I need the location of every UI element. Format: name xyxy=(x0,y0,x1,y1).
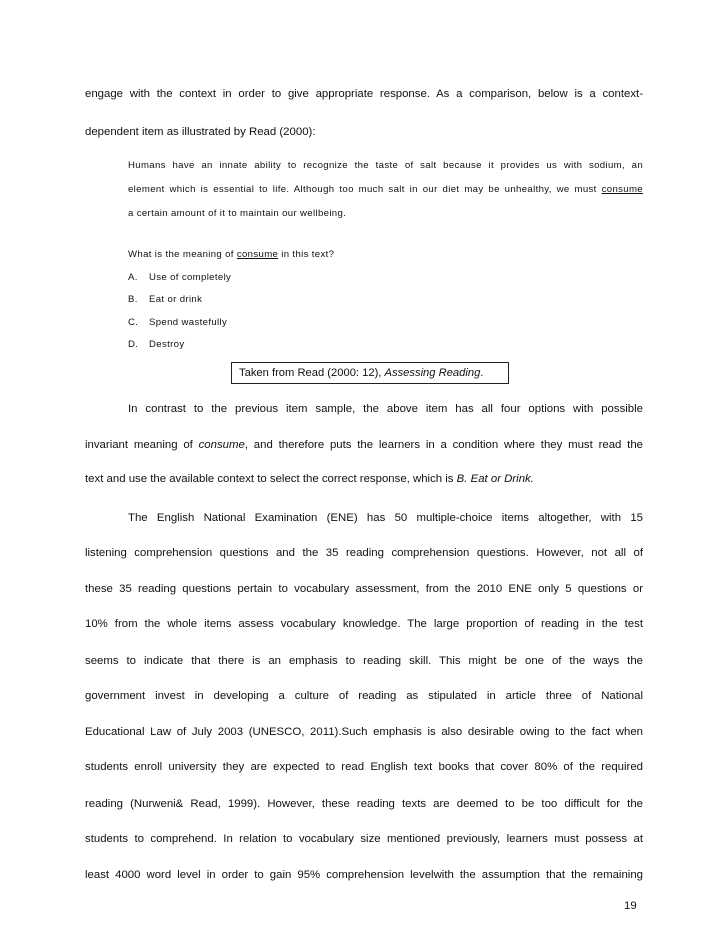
source-prefix: Taken from Read (2000: 12), xyxy=(239,367,385,379)
option-text: Spend wastefully xyxy=(149,317,228,328)
body-line: government invest in developing a culture of reading as stipulated in article three of National xyxy=(85,690,643,702)
body-line: Educational Law of July 2003 (UNESCO, 2011).Such emphasis is also desirable owing to the fact when xyxy=(85,726,643,738)
question-prefix: What is the meaning of xyxy=(128,249,237,260)
body-line: these 35 reading questions pertain to vocabulary assessment, from the 2010 ENE only 5 questions or xyxy=(85,583,643,595)
line-suffix: , and therefore puts the learners in a condition where they must read the xyxy=(244,439,643,451)
italic-word: consume xyxy=(198,439,245,451)
option-text: Destroy xyxy=(149,339,185,350)
option-letter: A. xyxy=(128,272,138,283)
body-line: least 4000 word level in order to gain 95% comprehension levelwith the assumption that the remaining xyxy=(85,869,643,881)
source-title: Assessing Reading xyxy=(384,367,481,379)
option-b xyxy=(128,293,202,306)
body-line: students to comprehend. In relation to vocabulary size mentioned previously, learners must possess at xyxy=(85,833,643,845)
answer-text: B. Eat or Drink. xyxy=(456,473,534,485)
body-line xyxy=(85,438,643,452)
source-suffix: . xyxy=(480,367,484,379)
question-line xyxy=(128,248,643,261)
question-suffix: in this text? xyxy=(278,249,335,260)
quote-line: Humans have an innate ability to recognize the taste of salt because it provides us with sodium, an xyxy=(128,160,643,171)
body-line: reading (Nurweni& Read, 1999). However, these reading texts are deemed to be too difficult for the xyxy=(85,798,643,810)
option-d xyxy=(128,338,185,351)
option-letter: B. xyxy=(128,294,138,305)
line-prefix: invariant meaning of xyxy=(85,439,199,451)
body-line xyxy=(85,472,643,486)
body-line: listening comprehension questions and the 35 reading comprehension questions. However, not all of xyxy=(85,547,643,559)
option-letter: D. xyxy=(128,339,139,350)
option-text: Use of completely xyxy=(149,272,232,283)
quote-line xyxy=(128,183,643,196)
option-letter: C. xyxy=(128,317,139,328)
option-a xyxy=(128,271,231,284)
quote-line-text: element which is essential to life. Although too much salt in our diet may be unhealthy, we must xyxy=(128,184,602,195)
option-c xyxy=(128,316,227,329)
body-line: students enroll university they are expected to read English text books that cover 80% of the required xyxy=(85,761,643,773)
body-line: In contrast to the previous item sample, the above item has all four options with possible xyxy=(128,403,643,415)
underlined-word: consume xyxy=(601,184,643,195)
quote-line: a certain amount of it to maintain our wellbeing. xyxy=(128,208,347,219)
page-number: 19 xyxy=(624,900,637,912)
source-box xyxy=(231,362,509,384)
question-word: consume xyxy=(236,249,279,260)
body-line: 10% from the whole items assess vocabulary knowledge. The large proportion of reading in the test xyxy=(85,618,643,630)
option-text: Eat or drink xyxy=(149,294,203,305)
line-prefix: text and use the available context to select the correct response, which is xyxy=(85,473,457,485)
body-line: seems to indicate that there is an emphasis to reading skill. This might be one of the ways the xyxy=(85,655,643,667)
body-line: dependent item as illustrated by Read (2000): xyxy=(85,126,316,138)
body-line: engage with the context in order to give appropriate response. As a comparison, below is a context- xyxy=(85,88,643,100)
body-line: The English National Examination (ENE) has 50 multiple-choice items altogether, with 15 xyxy=(128,512,643,524)
